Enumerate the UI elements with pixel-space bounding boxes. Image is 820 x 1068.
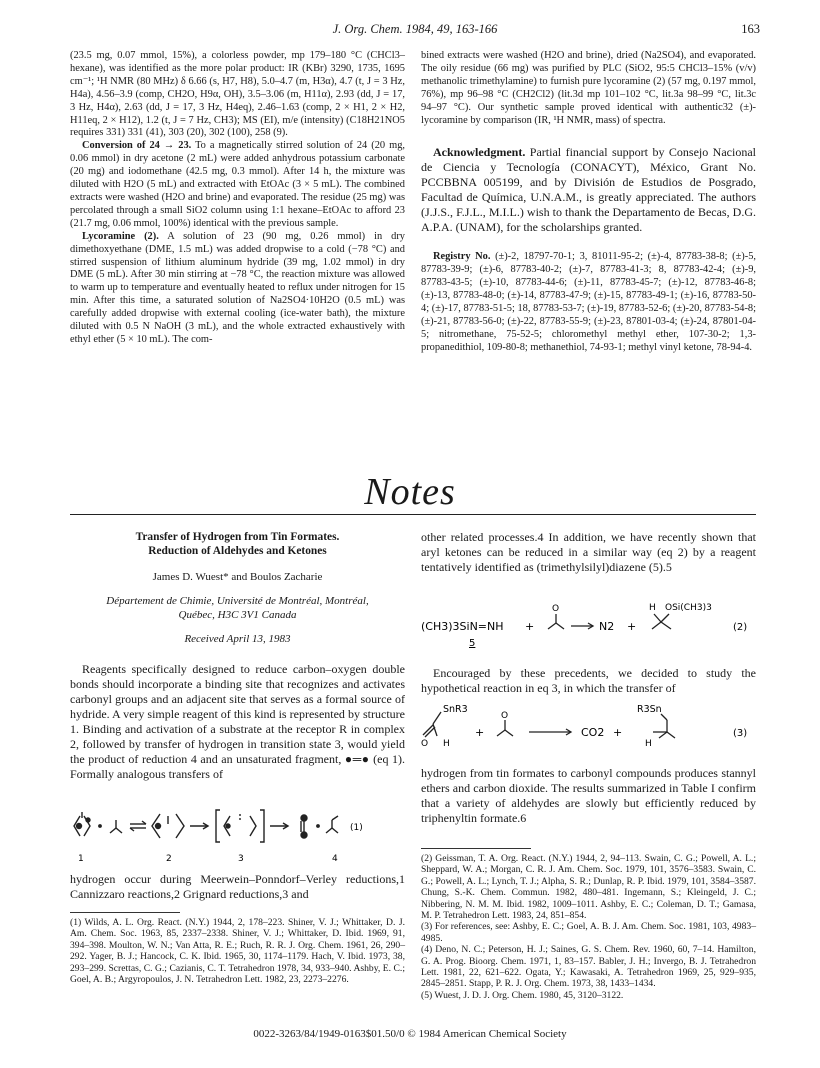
section-rule xyxy=(70,514,756,515)
page-number: 163 xyxy=(741,22,760,36)
paragraph-spectral-data: (23.5 mg, 0.07 mmol, 15%), a colorless powder, mp 179–180 °C (CHCl3–hexane), was identified as the more polar product: IR (KBr) 3290, 1735, 1695 cm⁻¹; ¹H NMR (80 MHz) δ 6.66 (s, H7, H8), 5.0–4.7 (m, H3α), 4.7 (t, J = 3 Hz, H4a), 4.56–3.9 (comp, CH2O, H9α, OH), 3.5–3.06 (m, H11α), 2.93 (dd, J = 17, 3 Hz, H4α), 2.63 (dd, J = 17, 3 Hz, H4eq), 2.46–1.63 (comp, 2 × H1, 2 × H2, H11eq, 2 × H12), 1.2 (t, J = 7 Hz, CH3); MS (EI), m/e (intensity) (C18H21NO5 requires 331) 331 (41), 303 (20), 302 (100), 258 (9). xyxy=(70,50,405,139)
label-4: 4 xyxy=(332,854,338,864)
eq3-arrow xyxy=(529,729,571,735)
carbonyl-substrate xyxy=(110,820,122,833)
paragraph-lycoramine xyxy=(70,231,405,347)
ketone-o: O xyxy=(552,604,560,614)
stannyl-h: H xyxy=(645,739,652,749)
plus-sign-2: + xyxy=(627,620,637,633)
label-3: 3 xyxy=(238,854,244,864)
silyl-ether-structure xyxy=(652,614,671,629)
equation-3-scheme xyxy=(421,702,756,760)
eq2-label: 5 xyxy=(469,638,476,649)
equilibrium-arrows xyxy=(130,821,146,831)
footnote-rule xyxy=(70,912,180,913)
label-2: 2 xyxy=(166,854,172,864)
after-scheme-paragraph: hydrogen occur during Meerwein–Ponndorf–Verley reductions,1 Cannizzaro reactions,2 Grignard reductions,3 and xyxy=(70,872,405,901)
plus-sign-3: + xyxy=(475,726,485,739)
article-title-line-2: Reduction of Aldehydes and Ketones xyxy=(148,545,327,557)
article-title-line-1: Transfer of Hydrogen from Tin Formates. xyxy=(135,531,340,543)
formate-o: O xyxy=(421,739,429,749)
right-paragraph-2-container xyxy=(421,666,756,696)
footnote-1: (1) Wilds, A. L. Org. React. (N.Y.) 1944, 2, 178–223. Shiner, V. J.; Whittaker, D. J. Am. Chem. Soc. 1963, 85, 2337–2338. Shiner, V. J.; Whittaker, D. Ibid. 1969, 91, 394–398. Moulton, W. N.; Van Atta, R. E.; Ruch, R. R. J. Org. Chem. 1961, 26, 290–292. Yager, B. J.; Hancock, C. K. Ibid. 1965, 30, 1174–1179. Hach, V. Ibid. 1973, 38, 293–299. Screttas, C. G.; Cazianis, C. T. Tetrahedron 1978, 34, 933–940. Ashby, E. C.; Goel, A. B.; Argyropoulos, J. N. Tetrahedron Lett. 1982, 23, 2273–2276. xyxy=(70,917,405,986)
ketone-structure xyxy=(548,614,564,629)
affiliation-line-1: Département de Chimie, Université de Montréal, Montréal, xyxy=(106,595,369,607)
structure-3 xyxy=(216,810,264,842)
acknowledgment xyxy=(421,145,756,235)
right-paragraph-3-container xyxy=(421,766,756,826)
structure-1 xyxy=(74,812,90,836)
equation-2-scheme xyxy=(421,598,756,650)
eq2-osi: OSi(CH3)3 xyxy=(665,603,712,613)
running-header xyxy=(70,22,760,40)
plus-sign: + xyxy=(525,620,535,633)
right-paragraph-1: other related processes.4 In addition, we have recently shown that aryl ketones can be reduced in a similar way (eq 2) by a reagent tentatively identified as (trimethylsilyl)diazene (5).5 xyxy=(421,530,756,574)
lycoramine-text: A solution of 23 (90 mg, 0.26 mmol) in dry dimethoxyethane (DME, 1.5 mL) was added dropwise to a cold (−78 °C) and stirred suspension of lithium aluminum hydride (39 mg, 1.02 mmol) in dry DME (5 mL). After 30 min stirring at −78 °C, the reaction mixture was allowed to warm up to temperature and eventually heated to reflux under nitrogen for 15 min. After this time, a saturated solution of Na2SO4·10H2O (0.5 mL) was carefully added dropwise with external cooling (ice-water bath), the mixture diluted with 0.5 N NaOH (3 mL), and the whole extracted exhaustively with ethyl ether (5 × 10 mL). The com- xyxy=(70,230,405,345)
registry-text: (±)-2, 18797-70-1; 3, 81011-95-2; (±)-4, 87783-38-8; (±)-5, 87783-39-9; (±)-6, 87783-40-2; (±)-7, 87783-41-3; 8, 87783-42-4; (±)-9, 87783-43-5; (±)-10, 87783-44-6; (±)-11, 87783-45-7; (±)-12, 87783-46-8; (±)-13, 87783-48-0; (±)-14, 87783-47-9; (±)-15, 87783-49-1; (±)-16, 87783-50-4; (±)-17, 87783-51-5; 18, 87783-53-7; (±)-19, 87783-52-6; (±)-20, 87783-54-8; (±)-21, 87783-56-0; (±)-22, 87783-55-9; (±)-23, 87801-03-4; (±)-24, 87801-04-5; nitromethane, 75-52-5; chloromethyl methyl ether, 107-30-2; 1,3-propanedithiol, 109-80-8; methanethiol, 74-93-1; methyl vinyl ketone, 78-94-4. xyxy=(421,251,756,353)
affiliation-line-2: Québec, H3C 3V1 Canada xyxy=(178,609,297,621)
eq1-number: (1) xyxy=(350,823,363,833)
tin-formate-structure xyxy=(423,712,441,737)
eq2-arrow xyxy=(571,623,593,629)
section-title: Notes xyxy=(364,471,456,513)
lycoramine-heading: Lycoramine (2). xyxy=(82,230,159,242)
structure-4 xyxy=(326,816,338,833)
stannyl-ether-structure xyxy=(653,714,675,738)
received-date: Received April 13, 1983 xyxy=(184,633,291,645)
dot-plus xyxy=(99,825,101,827)
article-authors: James D. Wuest* and Boulos Zacharie xyxy=(152,571,323,583)
plus-sign-4: + xyxy=(613,726,623,739)
eq3-snr3: SnR3 xyxy=(443,704,468,715)
carbonyl-o: O xyxy=(501,711,509,721)
after-scheme-text xyxy=(70,872,405,902)
right-paragraph-2: Encouraged by these precedents, we decided to study the hypothetical reaction in eq 3, in which the transfer of xyxy=(421,666,756,695)
right-paragraph-3: hydrogen from tin formates to carbonyl compounds produces stannyl ethers and carbon dioxide. The results summarized in Table I confirm that a variety of aldehydes are slowly but efficiently reduced by triphenyltin formate.6 xyxy=(421,766,756,825)
eq3-co2: CO2 xyxy=(581,726,605,739)
footnote-5: (5) Wuest, J. D. J. Org. Chem. 1980, 45, 3120–3122. xyxy=(421,989,624,1001)
h-label: H xyxy=(649,603,656,613)
footnotes-right xyxy=(421,848,756,1001)
footnote-rule-right xyxy=(421,848,531,849)
acknowledgment-heading: Acknowledgment. xyxy=(433,145,526,160)
acknowledgment-text: Partial financial support by Consejo Nacional de Ciencia y Tecnología (CONACYT), México, Grant No. PCCBBNA 005199, and by División de Estudios de Posgrado, Facultad de Química, U.N.A.M., is greatly appreciated. The authors (J.J.S., F.J.L., M.I.L.) wish to thank the Departamento de Becas, D.G. A.P.A. (UNAM), for the scholarships granted. xyxy=(421,145,756,235)
eq3-number: (3) xyxy=(733,728,748,739)
structure-2 xyxy=(152,814,184,838)
equation-1-scheme xyxy=(70,806,405,866)
formate-h: H xyxy=(443,739,450,749)
right-top-column xyxy=(421,50,756,355)
conversion-heading: Conversion of 24 → 23. xyxy=(82,140,192,152)
eq2-reagent: (CH3)3SiN=NH xyxy=(421,620,504,633)
carbonyl-structure xyxy=(497,720,513,736)
paragraph-conversion xyxy=(70,140,405,230)
article-left-column xyxy=(70,530,405,782)
unsaturated-fragment xyxy=(301,815,307,838)
registry-heading: Registry No. xyxy=(433,251,491,263)
intro-paragraph: Reagents specifically designed to reduce carbon–oxygen double bonds should incorporate a binding site that recognizes and activates carbonyl groups and an adjacent site that serves as a formal source of hydride. A very simple reagent of this kind is represented by structure 1. Binding and activation of a substrate at the receptor R in complex 2, followed by transfer of hydrogen in transition state 3, would yield the product of reduction 4 and an unsaturated fragment, ●═● (eq 1). Formally analogous transfers of xyxy=(70,662,405,781)
label-1: 1 xyxy=(78,854,84,864)
conversion-text: To a magnetically stirred solution of 24 (20 mg, 0.06 mmol) in dry acetone (2 mL) were added anhydrous potassium carbonate (20 mg) and iodomethane (42.5 mg, 0.3 mmol). After 14 h, the mixture was diluted with H2O (5 mL) and extracted with EtOAc (3 × 5 mL). The combined extracts were washed (H2O and brine) and evaporated. The residue (25 mg) was percolated through a small SiO2 column using 1:1 hexane–EtOAc to afford 23 (21.7 mg, 0.06 mmol, 100%) identical with the previous sample. xyxy=(70,140,405,229)
registry-numbers xyxy=(421,251,756,354)
eq2-product: N2 xyxy=(599,620,615,633)
journal-citation: J. Org. Chem. 1984, 49, 163-166 xyxy=(332,22,498,36)
eq2-number: (2) xyxy=(733,622,748,633)
article-right-column xyxy=(421,530,756,575)
footnote-3: (3) For references, see: Ashby, E. C.; Goel, A. B. J. Am. Chem. Soc. 1981, 103, 4983–4985. xyxy=(421,921,756,944)
affiliation xyxy=(70,594,405,622)
left-top-column xyxy=(70,50,405,347)
footnotes-left xyxy=(70,912,405,985)
page-footer: 0022-3263/84/1949-0163$01.50/0 © 1984 American Chemical Society xyxy=(253,1028,567,1040)
footnote-4: (4) Deno, N. C.; Peterson, H. J.; Saines, G. S. Chem. Rev. 1960, 60, 7–14. Hamilton, G. A. Prog. Bioorg. Chem. 1971, 1, 83–157. Babler, J. H.; Invergo, B. J. Tetrahedron Lett. 1981, 22, 621–622. Ogata, Y.; Kawasaki, A. Tetrahedron 1969, 25, 929–935, 2845–2851. Stapp, P. R. J. Org. Chem. 1973, 38, 1433–1434. xyxy=(421,944,756,990)
article-title xyxy=(70,530,405,558)
footnote-2: (2) Geissman, T. A. Org. React. (N.Y.) 1944, 2, 94–113. Swain, C. G.; Powell, A. L.; Sheppard, W. A.; Morgan, C. R. J. Am. Chem. Soc. 1979, 101, 3576–3583. Swain, C. G.; Powell, A. L.; Lynch, T. J.; Alpha, S. R.; Dunlap, R. P. Ibid. 1979, 101, 3584–3587. Chung, S.-K. Chem. Commun. 1982, 480–481. Ingemann, S.; Kleingeld, J. C.; Nibbering, N. M. M. Ibid. 1982, 1009–1011. Ashby, E. C.; Coleman, D. T.; Gamasa, M. P. Tetrahedron Lett. 1983, 24, 851–854. xyxy=(421,853,756,922)
paragraph-purification: bined extracts were washed (H2O and brine), dried (Na2SO4), and evaporated. The oily residue (66 mg) was purified by PLC (SiO2, 95:5 CHCl3–15% (v/v) methanolic trimethylamine) to furnish pure lycoramine (2) (57 mg, 0.197 mmol, 76%), mp 96–98 °C (CH2Cl2) (lit.3d mp 101–102 °C, lit.3a 98–99 °C, lit.3c 94–97 °C). Our synthetic sample proved identical with authentic32 (±)-lycoramine by comparison (IR, ¹H NMR, mass) of spectra. xyxy=(421,50,756,126)
eq3-r3sn: R3Sn xyxy=(637,704,662,715)
